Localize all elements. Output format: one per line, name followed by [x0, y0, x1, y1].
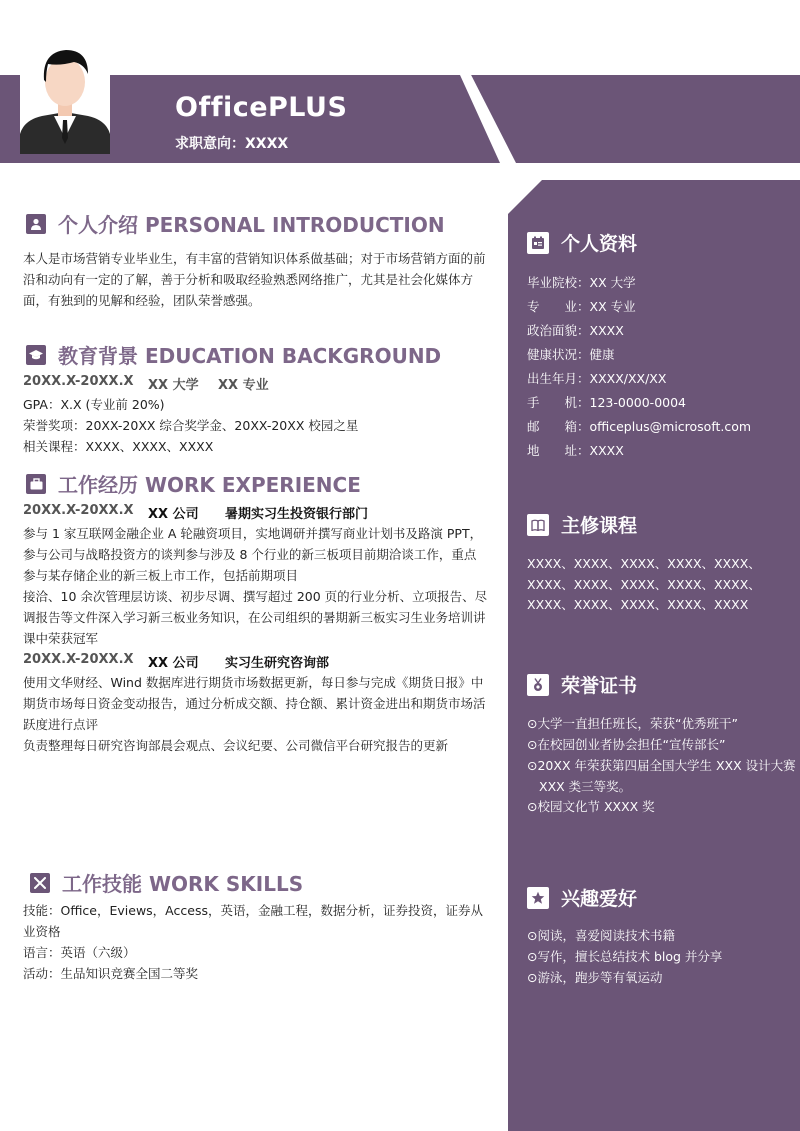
profile-school: 毕业院校：XX 大学 [527, 275, 636, 290]
profile-birth: 出生年月：XXXX/XX/XX [527, 371, 667, 386]
graduation-cap-icon [26, 345, 46, 365]
star-icon [527, 887, 549, 909]
job1-role: 暑期实习生投资银行部门 [225, 507, 369, 522]
education-gpa: GPA：X.X (专业前 20%) [23, 397, 165, 412]
profile-title: 个人资料 [527, 229, 637, 256]
job1-desc1: 参与 1 家互联网金融企业 A 轮融资项目，实地调研并撰写商业计划书及路演 PPT，参与公司与战略投资方的谈判参与涉及 8 个行业的新三板项目前期洽谈工作，重点参与某存储企业的新三板上市工作，包括前期项目 [23, 526, 483, 583]
honors-title: 荣誉证书 [527, 671, 637, 698]
skills-title: 工作技能 WORK SKILLS [30, 868, 303, 897]
courses-title: 主修课程 [527, 511, 637, 538]
profile-address: 地 址：XXXX [527, 443, 624, 458]
education-period: 20XX.X-20XX.X [23, 374, 134, 389]
sidebar [508, 180, 800, 1131]
intro-text: 本人是市场营销专业毕业生，有丰富的营销知识体系做基础；对于市场营销方面的前沿和动向有一定的了解，善于分析和吸取经验熟悉网络推广，尤其是社会化媒体方面，有独到的见解和经验，团队荣誉感强。 [23, 251, 486, 308]
education-courses: 相关课程：XXXX、XXXX、XXXX [23, 439, 214, 454]
job2-company: XX 公司 [148, 656, 199, 671]
profile-email: 邮 箱：officeplus@microsoft.com [527, 419, 752, 434]
book-icon [527, 514, 549, 536]
education-school: XX 大学 [148, 378, 199, 393]
hobby-item-2: ⊙写作，擅长总结技术 blog 并分享 [527, 949, 723, 964]
job1-company: XX 公司 [148, 507, 199, 522]
applicant-name: OfficePLUS [175, 92, 348, 123]
skills-language: 语言：英语（六级） [23, 945, 136, 960]
honor-item-3: ⊙20XX 年荣获第四届全国大学生 XXX 设计大赛 XXX 类三等奖。 [527, 758, 796, 794]
honor-item-2: ⊙在校园创业者协会担任“宣传部长” [527, 737, 726, 752]
education-title: 教育背景 EDUCATION BACKGROUND [26, 340, 441, 369]
job2-desc1: 使用文华财经、Wind 数据库进行期货市场数据更新，每日参与完成《期货日报》中期货市场每日资金变动报告，通过分析成交额、持仓额、累计资金进出和期货市场活跃度进行点评 [23, 675, 486, 732]
job2-desc2: 负责整理每日研究咨询部晨会观点、会议纪要、公司微信平台研究报告的更新 [23, 738, 449, 753]
hobby-item-1: ⊙阅读，喜爱阅读技术书籍 [527, 928, 675, 943]
education-awards: 荣誉奖项：20XX-20XX 综合奖学金、20XX-20XX 校园之星 [23, 418, 359, 433]
skills-text: 技能：Office，Eviews，Access，英语，金融工程，数据分析，证券投资，证券从业资格 [23, 903, 483, 939]
job1-period: 20XX.X-20XX.X [23, 503, 134, 518]
courses-text: XXXX、XXXX、XXXX、XXXX、XXXX、XXXX、XXXX、XXXX、XXXX、XXXX、XXXX、XXXX、XXXX、XXXX、XXXX [527, 556, 761, 612]
education-major: XX 专业 [218, 378, 269, 393]
briefcase-icon [26, 474, 46, 494]
work-title: 工作经历 WORK EXPERIENCE [26, 469, 361, 498]
job2-role: 实习生研究咨询部 [225, 656, 330, 671]
hobby-item-3: ⊙游泳，跑步等有氧运动 [527, 970, 663, 985]
profile-health: 健康状况：健康 [527, 347, 615, 362]
profile-phone: 手 机：123-0000-0004 [527, 395, 687, 410]
honor-item-4: ⊙校园文化节 XXXX 奖 [527, 799, 655, 814]
medal-icon [527, 674, 549, 696]
honor-item-1: ⊙大学一直担任班长，荣获“优秀班干” [527, 716, 738, 731]
avatar [20, 38, 110, 154]
header-banner [0, 75, 800, 163]
intro-title: 个人介绍 PERSONAL INTRODUCTION [26, 209, 445, 238]
person-icon [26, 214, 46, 234]
job1-desc2: 接洽、10 余次管理层访谈、初步尽调、撰写超过 200 页的行业分析、立项报告、尽调报告等文件深入学习新三板业务知识，在公司组织的暑期新三板实习生业务培训讲课中荣获冠军 [23, 589, 488, 646]
hobbies-title: 兴趣爱好 [527, 884, 637, 911]
id-card-icon [527, 232, 549, 254]
tools-icon [30, 873, 50, 893]
profile-major: 专 业：XX 专业 [527, 299, 636, 314]
job2-period: 20XX.X-20XX.X [23, 652, 134, 667]
profile-politics: 政治面貌：XXXX [527, 323, 624, 338]
job-intent: 求职意向：XXXX [175, 136, 289, 152]
skills-activity: 活动：生品知识竞赛全国二等奖 [23, 966, 199, 981]
